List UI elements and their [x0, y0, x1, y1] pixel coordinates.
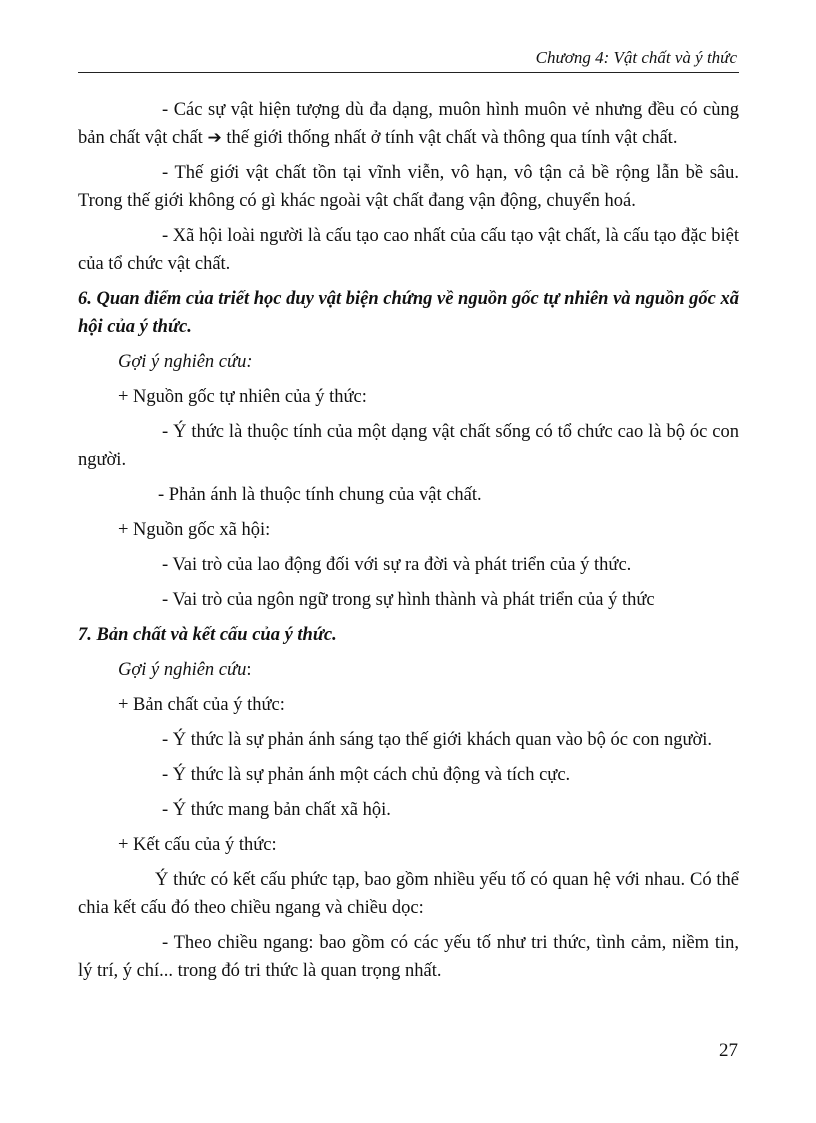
page-body [78, 96, 739, 992]
paragraph: - Vai trò của lao động đối với sự ra đời và phát triển của ý thức. [162, 555, 632, 575]
paragraph: Ý thức có kết cấu phức tạp, bao gồm nhiều yếu tố có quan hệ với nhau. Có thể chia kết cấu đó theo chiều ngang và chiều dọc: [78, 870, 739, 918]
subsection-social-origin: + Nguồn gốc xã hội: [118, 520, 271, 540]
paragraph: - Ý thức là thuộc tính của một dạng vật chất sống có tổ chức cao là bộ óc con người. [78, 422, 739, 470]
paragraph: - Xã hội loài người là cấu tạo cao nhất của cấu tạo vật chất, là cấu tạo đặc biệt của tổ chức vật chất. [78, 226, 739, 274]
subsection-structure: + Kết cấu của ý thức: [118, 835, 277, 855]
paragraph [78, 96, 739, 152]
running-header [78, 42, 739, 73]
paragraph: - Ý thức mang bản chất xã hội. [162, 800, 391, 820]
paragraph: - Thế giới vật chất tồn tại vĩnh viễn, vô hạn, vô tận cả bề rộng lẫn bề sâu. Trong thế giới không có gì khác ngoài vật chất đang vận động, chuyển hoá. [78, 163, 739, 211]
section-heading-7: 7. Bản chất và kết cấu của ý thức. [78, 625, 337, 645]
paragraph: - Phản ánh là thuộc tính chung của vật chất. [158, 485, 482, 505]
chapter-title: Chương 4: Vật chất và ý thức [535, 48, 737, 67]
section-heading-6: 6. Quan điểm của triết học duy vật biện chứng về nguồn gốc tự nhiên và nguồn gốc xã hội của ý thức. [78, 289, 739, 337]
paragraph-text: thế giới thống nhất ở tính vật chất và thông qua tính vật chất. [226, 128, 678, 148]
paragraph: - Theo chiều ngang: bao gồm có các yếu tố như tri thức, tình cảm, niềm tin, lý trí, ý chí... trong đó tri thức là quan trọng nhất. [78, 933, 739, 981]
hint-label: Gợi ý nghiên cứu [118, 660, 247, 680]
paragraph-text: - Các sự vật hiện tượng dù đa dạng, muôn hình muôn vẻ nhưng đều có cùng bản chất vật chất [78, 100, 739, 148]
paragraph: - Vai trò của ngôn ngữ trong sự hình thành và phát triển của ý thức [162, 590, 655, 610]
research-hint [78, 656, 739, 684]
page-number: 27 [719, 1040, 738, 1061]
arrow-right-icon: ➔ [207, 128, 222, 148]
paragraph: - Ý thức là sự phản ánh một cách chủ động và tích cực. [162, 765, 571, 785]
subsection-natural-origin: + Nguồn gốc tự nhiên của ý thức: [118, 387, 367, 407]
subsection-nature: + Bản chất của ý thức: [118, 695, 285, 715]
research-hint: Gợi ý nghiên cứu: [118, 352, 253, 372]
hint-colon: : [246, 660, 252, 680]
paragraph: - Ý thức là sự phản ánh sáng tạo thế giới khách quan vào bộ óc con người. [162, 730, 713, 750]
